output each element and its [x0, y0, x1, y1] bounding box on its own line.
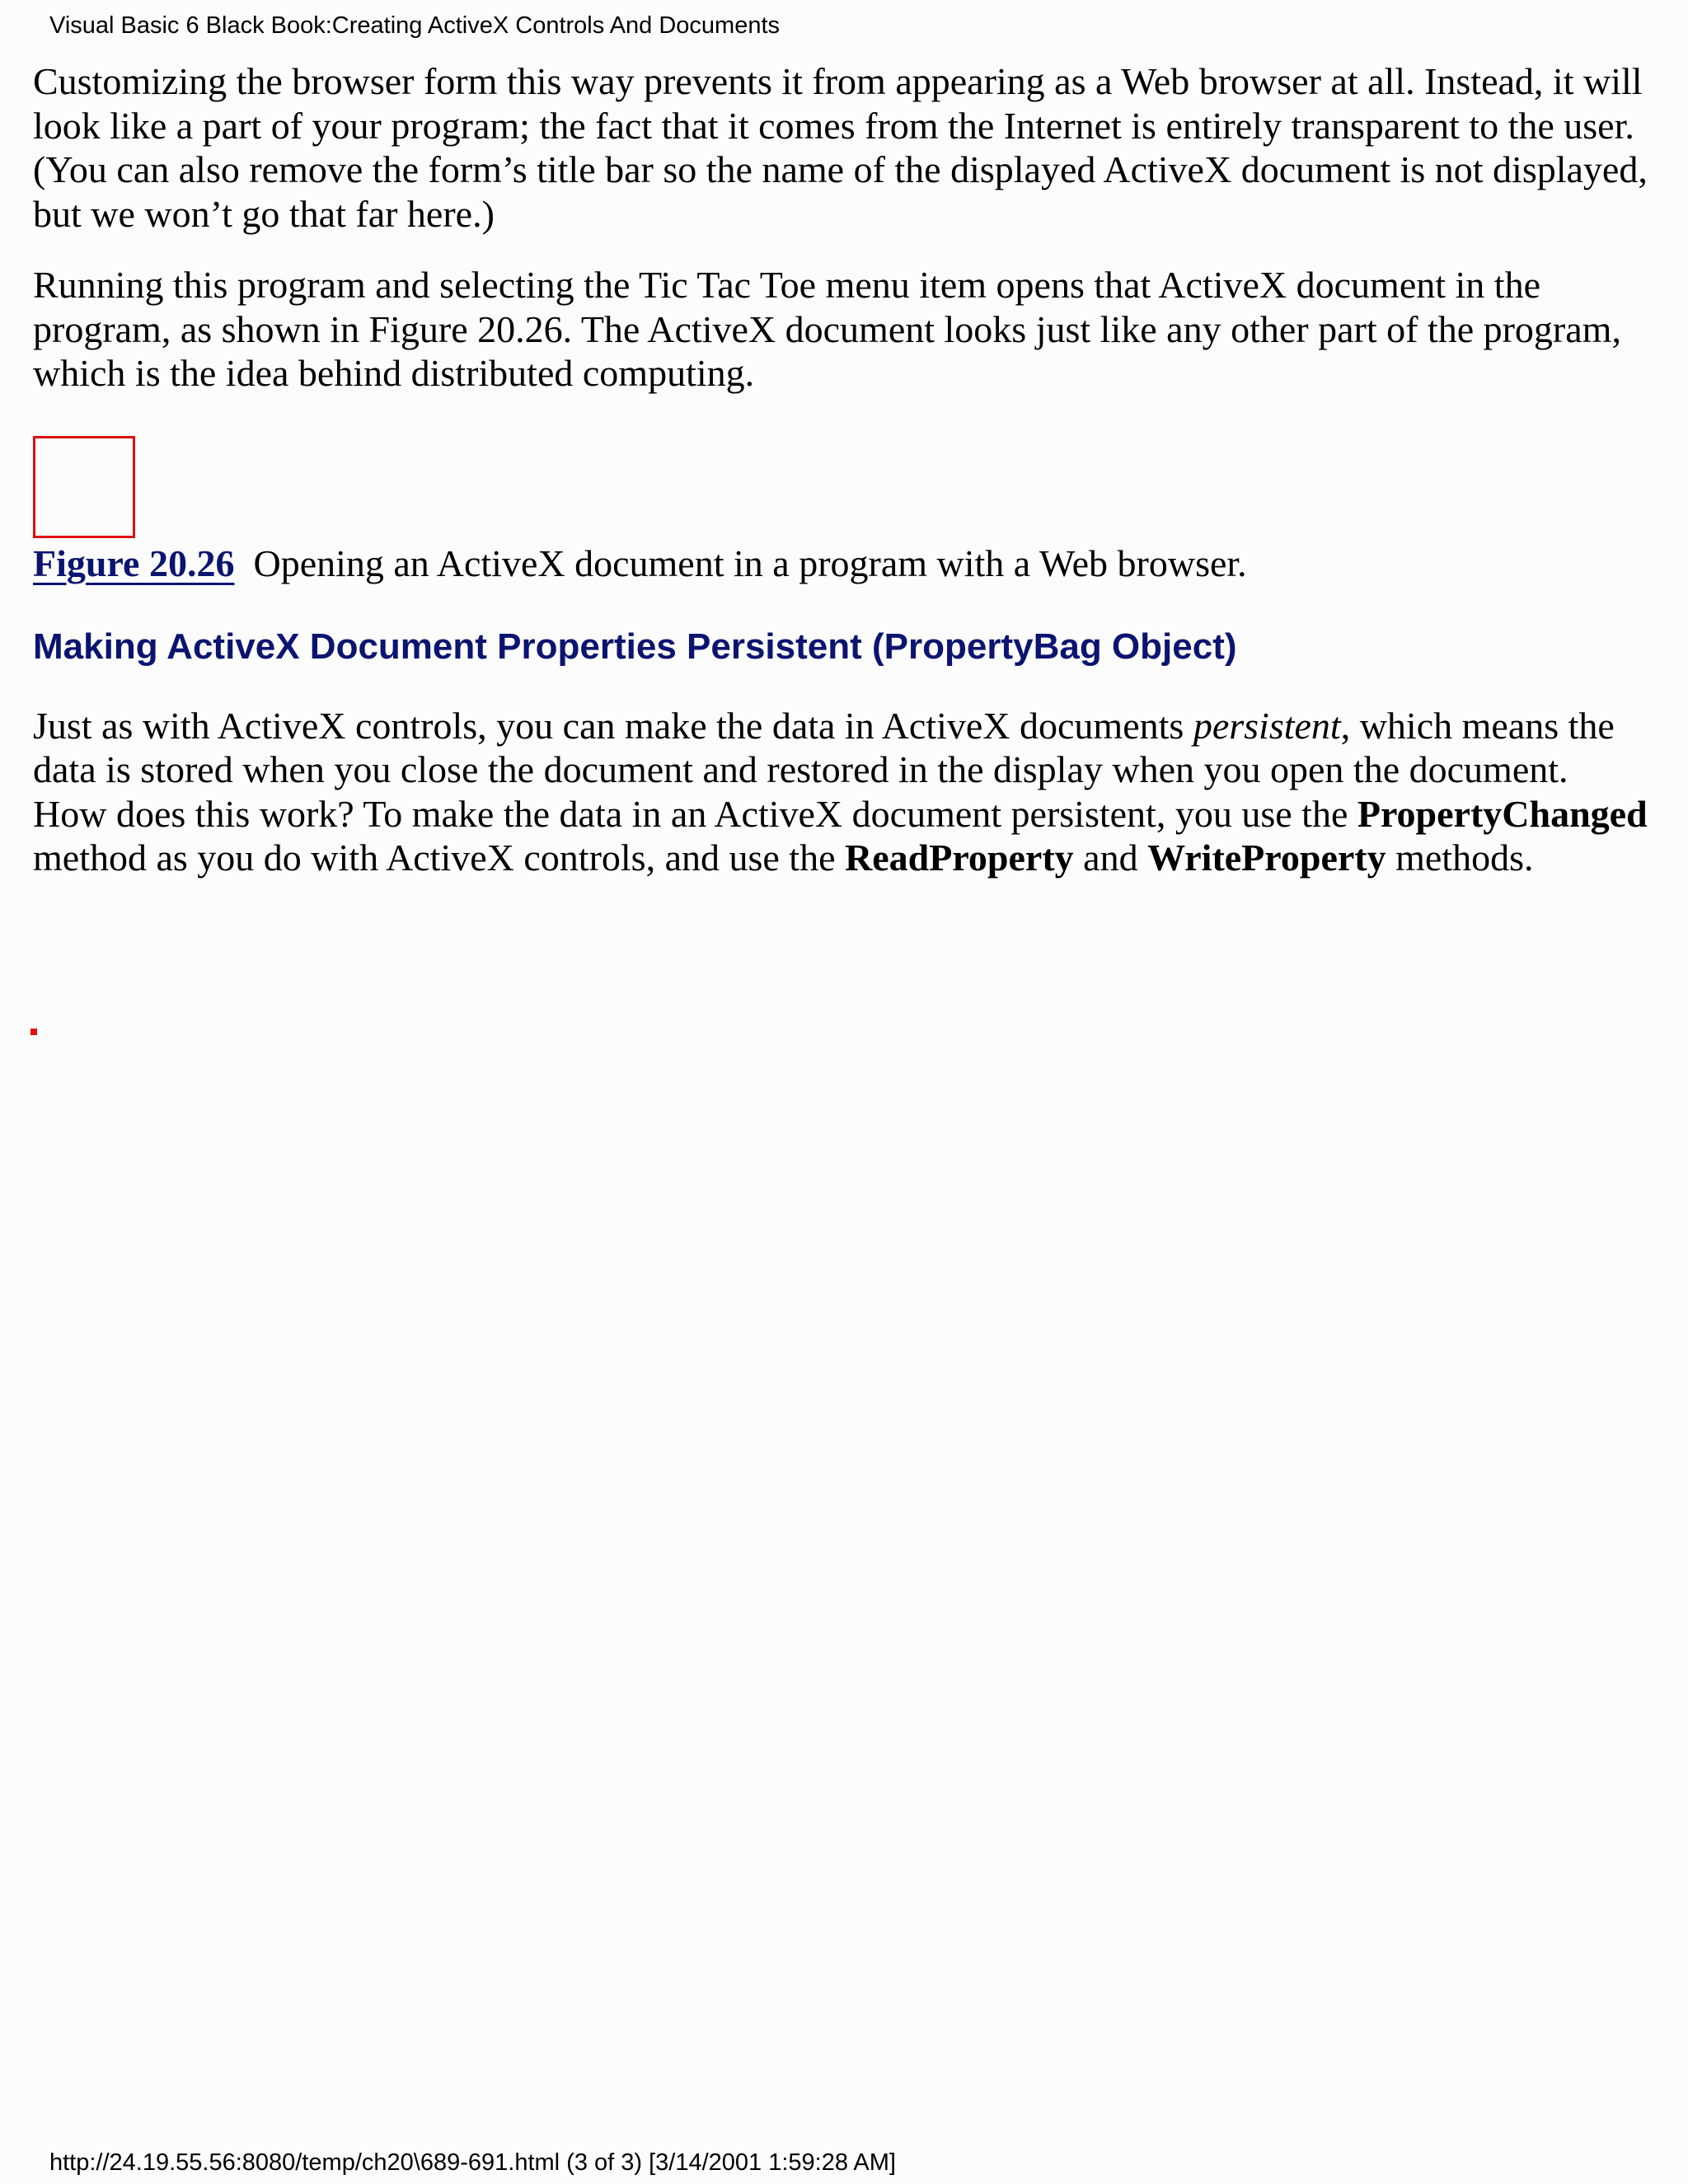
keyword-writeproperty: WriteProperty	[1147, 837, 1386, 879]
figure-link[interactable]: Figure 20.26	[33, 541, 235, 584]
paragraph-persistent-data	[33, 704, 1648, 880]
paragraph-text: Just as with ActiveX controls, you can make the data in ActiveX documents	[33, 704, 1193, 747]
emphasis-persistent: persistent	[1193, 704, 1341, 747]
figure-image-placeholder	[33, 436, 135, 538]
section-heading: Making ActiveX Document Properties Persistent (PropertyBag Object)	[33, 626, 1237, 667]
paragraph-text: methods.	[1386, 837, 1534, 879]
paragraph-browser-form: Customizing the browser form this way prevents it from appearing as a Web browser at all. Instead, it will look like a part of your program; the fact that it comes from the Internet is entirely transparent to the user. (You can also remove the form’s title bar so the name of the displayed ActiveX document is not displayed, but we won’t go that far here.)	[33, 60, 1648, 235]
figure-caption	[33, 541, 1661, 587]
paragraph-text: , which means the data is stored when you close the document and restored in the display when you open the document. How does this work? To make the data in an ActiveX document persistent, you use the	[33, 704, 1615, 835]
paragraph-running-program: Running this program and selecting the Tic Tac Toe menu item opens that ActiveX document in the program, as shown in Figure 20.26. The ActiveX document looks just like any other part of the program, which is the idea behind distributed computing.	[33, 264, 1621, 394]
page-content	[33, 59, 1661, 880]
keyword-propertychanged: PropertyChanged	[1357, 792, 1648, 835]
page-footer-url: http://24.19.55.56:8080/temp/ch20\689-691.html (3 of 3) [3/14/2001 1:59:28 AM]	[49, 2149, 896, 2176]
keyword-readproperty: ReadProperty	[845, 837, 1074, 879]
broken-image-marker	[30, 1029, 37, 1035]
figure-caption-text: Opening an ActiveX document in a program with a Web browser.	[253, 541, 1247, 584]
paragraph-text: method as you do with ActiveX controls, and use the	[33, 837, 846, 879]
paragraph-text: and	[1073, 837, 1148, 879]
page-header-title: Visual Basic 6 Black Book:Creating ActiveX Controls And Documents	[49, 12, 781, 39]
